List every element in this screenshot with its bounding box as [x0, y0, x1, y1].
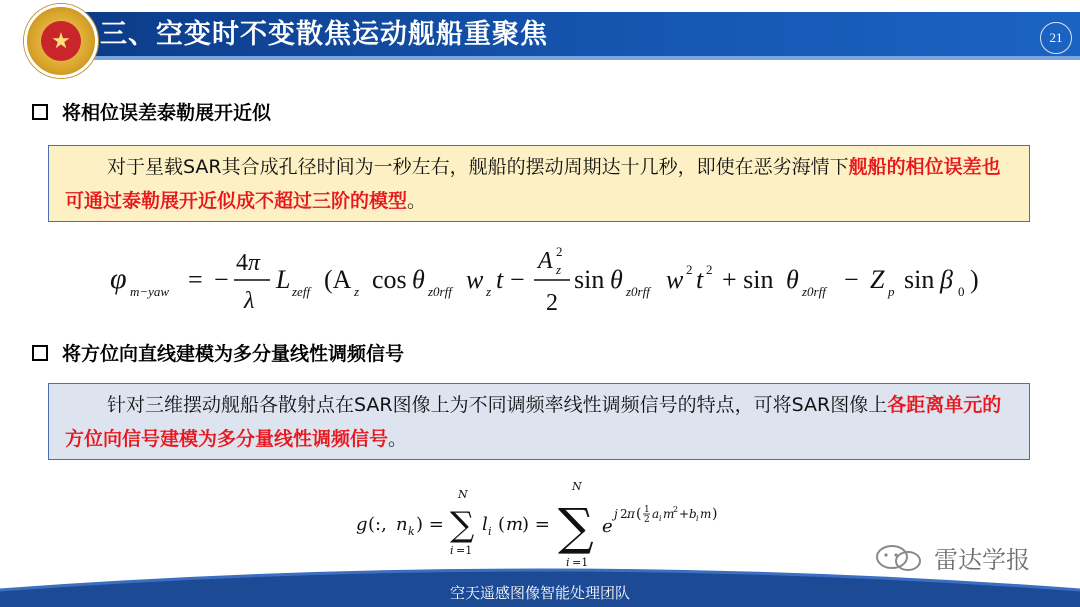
svg-text:∑: ∑ — [450, 505, 475, 545]
section2-end: 。 — [388, 428, 408, 450]
svg-text:(:,: (:, — [368, 514, 387, 535]
section2-text: 针对三维摆动舰船各散射点在SAR图像上为不同调频率线性调频信号的特点，可将SAR图像上 — [107, 394, 888, 416]
section2-textbox — [48, 383, 1030, 460]
svg-text:z: z — [486, 284, 492, 299]
svg-text:2: 2 — [644, 515, 650, 525]
svg-text:t: t — [696, 265, 704, 294]
section1-heading-text: 将相位误差泰勒展开近似 — [62, 102, 272, 124]
square-bullet-icon — [32, 104, 48, 120]
svg-text:z: z — [556, 262, 562, 277]
svg-text:zeff: zeff — [292, 284, 311, 299]
svg-text:sin: sin — [574, 265, 605, 294]
svg-text:+ sin: + sin — [722, 265, 774, 294]
svg-text:λ: λ — [244, 288, 255, 314]
svg-text:w: w — [466, 265, 484, 294]
svg-text:2: 2 — [686, 262, 693, 277]
svg-text:w: w — [666, 265, 684, 294]
svg-text:z: z — [354, 284, 360, 299]
page-title: 三、空变时不变散焦运动舰船重聚焦 — [100, 19, 548, 50]
svg-text:Z: Z — [870, 265, 885, 294]
svg-text:2: 2 — [706, 262, 713, 277]
svg-text:i: i — [659, 514, 662, 523]
university-logo — [24, 4, 98, 78]
svg-text:=1: =1 — [572, 556, 589, 569]
svg-text:z0rff: z0rff — [428, 284, 452, 299]
svg-text:N: N — [458, 488, 468, 501]
svg-text:(: ( — [636, 506, 642, 522]
svg-text:−: − — [214, 265, 229, 294]
svg-text:0: 0 — [958, 284, 965, 299]
svg-text:cos: cos — [372, 265, 407, 294]
section2-heading — [32, 339, 404, 366]
section1-highlight: 舰船的相位误差也可通过泰勒展开近似成不超过三阶的模型 — [65, 156, 1001, 212]
svg-text:j: j — [614, 507, 618, 521]
svg-text:∑: ∑ — [558, 498, 594, 556]
svg-text:m: m — [506, 514, 524, 535]
section2-highlight: 各距离单元的方位向信号建模为多分量线性调频信号 — [65, 394, 1002, 450]
svg-text:z0rff: z0rff — [626, 284, 650, 299]
svg-text:φ: φ — [110, 262, 127, 295]
svg-text:p: p — [888, 284, 895, 299]
svg-text:π: π — [627, 507, 635, 521]
header — [0, 0, 1080, 82]
footer-team-name: 空天遥感图像智能处理团队 — [449, 584, 630, 602]
svg-text:−: − — [510, 265, 525, 294]
section1-heading — [32, 98, 271, 125]
svg-text:): ) — [712, 506, 718, 522]
svg-text:m: m — [663, 507, 675, 521]
section1-end: 。 — [407, 190, 427, 212]
svg-text:4π: 4π — [236, 250, 261, 276]
svg-text:t: t — [496, 265, 504, 294]
svg-text:−: − — [844, 265, 859, 294]
page-number: 21 — [1040, 22, 1072, 54]
svg-text:b: b — [689, 507, 697, 521]
phase-error-formula — [110, 238, 990, 318]
svg-text:=1: =1 — [456, 544, 473, 557]
svg-text:i: i — [450, 544, 454, 557]
svg-text:m: m — [700, 507, 712, 521]
svg-text:i: i — [566, 556, 570, 569]
svg-text:β: β — [940, 265, 953, 294]
svg-text:θ: θ — [786, 265, 799, 294]
svg-text:g: g — [356, 514, 368, 535]
svg-text:n: n — [396, 514, 408, 535]
section2-heading-text: 将方位向直线建模为多分量线性调频信号 — [62, 343, 405, 365]
svg-text:l: l — [482, 514, 488, 535]
title-bar-underline — [60, 56, 1080, 60]
svg-text:A: A — [538, 248, 553, 274]
svg-text:a: a — [652, 507, 660, 521]
svg-text:2: 2 — [620, 507, 628, 521]
svg-text:) =: ) = — [522, 514, 550, 535]
svg-text:z0rff: z0rff — [802, 284, 826, 299]
section1-textbox — [48, 145, 1030, 222]
svg-text:N: N — [572, 480, 582, 493]
svg-text:L: L — [276, 265, 291, 294]
svg-text:e: e — [602, 516, 613, 537]
svg-text:2: 2 — [673, 505, 679, 514]
svg-text:+: + — [679, 507, 690, 521]
svg-text:(A: (A — [324, 265, 352, 294]
svg-text:1: 1 — [644, 505, 650, 515]
svg-text:2: 2 — [556, 244, 563, 259]
svg-text:(: ( — [498, 514, 506, 535]
svg-text:θ: θ — [412, 265, 425, 294]
svg-text:=: = — [188, 265, 203, 294]
square-bullet-icon — [32, 345, 48, 361]
svg-text:i: i — [488, 525, 492, 538]
svg-text:m−yaw: m−yaw — [130, 284, 170, 299]
star-icon: ★ — [41, 21, 81, 61]
svg-text:sin: sin — [904, 265, 935, 294]
svg-text:k: k — [408, 525, 415, 538]
svg-text:θ: θ — [610, 265, 623, 294]
svg-text:): ) — [970, 265, 979, 294]
section1-text: 对于星载SAR其合成孔径时间为一秒左右，舰船的摆动周期达十几秒，即使在恶劣海情下 — [107, 156, 849, 178]
svg-text:i: i — [696, 514, 699, 523]
watermark-text: 雷达学报 — [934, 546, 1030, 574]
svg-text:) =: ) = — [416, 514, 444, 535]
svg-text:2: 2 — [546, 290, 558, 316]
